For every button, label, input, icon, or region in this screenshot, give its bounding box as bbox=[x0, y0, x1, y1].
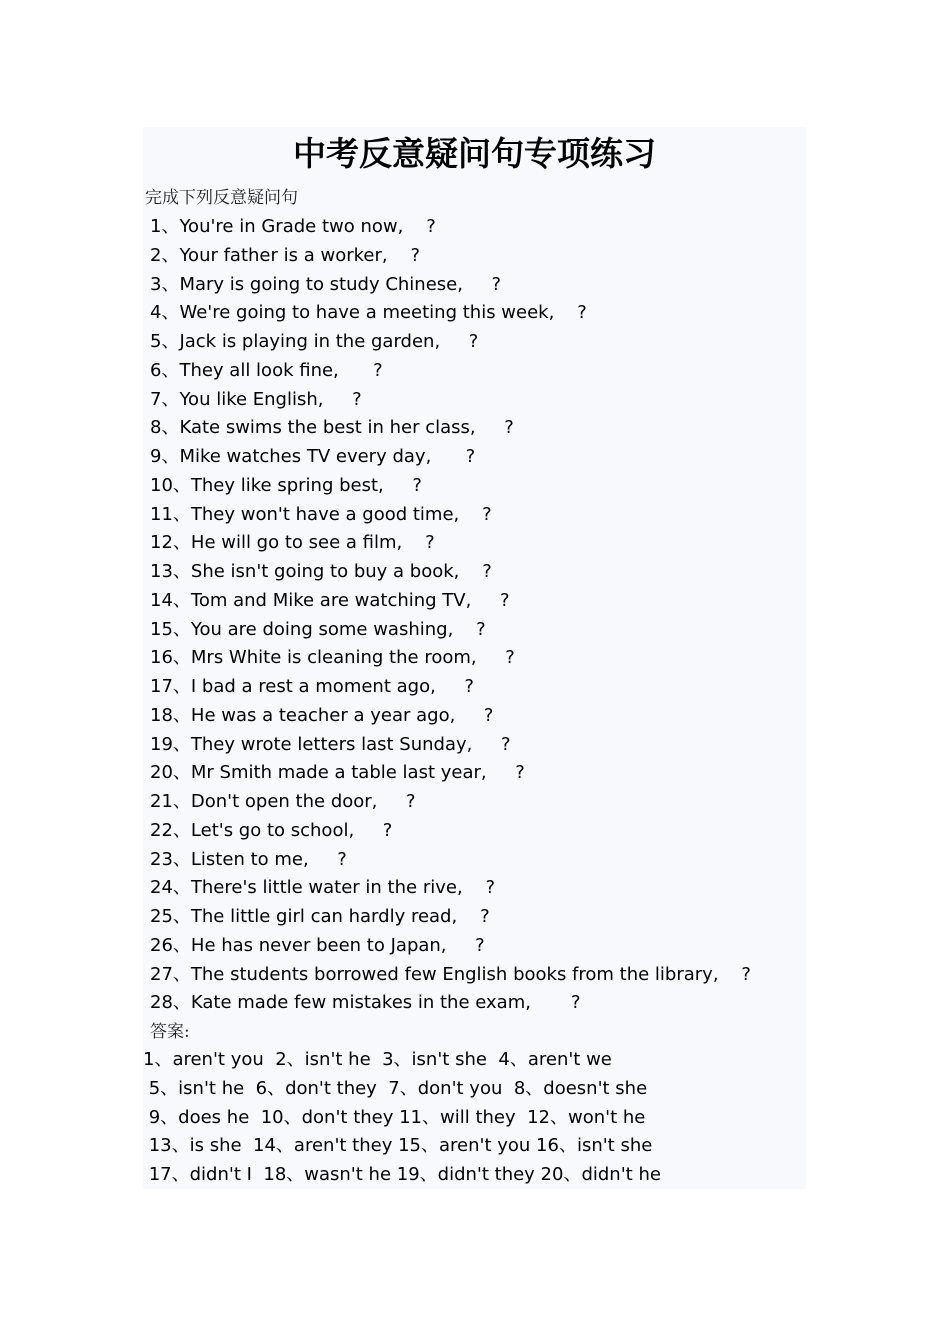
question-item: 4、We're going to have a meeting this week, ? bbox=[150, 302, 587, 324]
question-item: 11、They won't have a good time, ? bbox=[150, 503, 492, 525]
question-item: 15、You are doing some washing, ? bbox=[150, 618, 486, 640]
question-item: 2、Your father is a worker, ? bbox=[150, 244, 421, 266]
question-item: 19、They wrote letters last Sunday, ? bbox=[150, 733, 511, 755]
question-item: 17、I bad a rest a moment ago, ? bbox=[150, 676, 474, 697]
instruction-text: 完成下列反意疑问句 bbox=[145, 188, 298, 208]
question-item: 26、He has never been to Japan, ? bbox=[150, 934, 485, 956]
question-list bbox=[150, 213, 751, 1018]
question-item: 20、Mr Smith made a table last year, ? bbox=[150, 762, 525, 784]
answer-label: 答案: bbox=[150, 1022, 190, 1042]
answer-list bbox=[143, 1046, 661, 1190]
answer-line: 13、is she 14、aren't they 15、aren't you 16、isn't she bbox=[143, 1135, 653, 1157]
question-item: 22、Let's go to school, ? bbox=[150, 819, 393, 841]
question-item: 16、Mrs White is cleaning the room, ? bbox=[150, 647, 515, 669]
question-item: 23、Listen to me, ? bbox=[150, 848, 347, 870]
answer-line: 1、aren't you 2、isn't he 3、isn't she 4、aren't we bbox=[143, 1049, 612, 1070]
question-item: 18、He was a teacher a year ago, ? bbox=[150, 704, 494, 726]
question-item: 3、Mary is going to study Chinese, ? bbox=[150, 273, 502, 295]
question-item: 13、She isn't going to buy a book, ? bbox=[150, 561, 492, 582]
page-title: 中考反意疑问句专项练习 bbox=[293, 134, 656, 173]
question-item: 25、The little girl can hardly read, ? bbox=[150, 906, 490, 927]
question-item: 27、The students borrowed few English books from the library, ? bbox=[150, 963, 751, 985]
question-item: 12、He will go to see a film, ? bbox=[150, 532, 435, 554]
question-item: 21、Don't open the door, ? bbox=[150, 791, 416, 812]
answer-line: 17、didn't I 18、wasn't he 19、didn't they 20、didn't he bbox=[143, 1164, 661, 1185]
question-item: 1、You're in Grade two now, ? bbox=[150, 216, 436, 237]
question-item: 6、They all look fine, ? bbox=[150, 359, 383, 381]
question-item: 9、Mike watches TV every day, ? bbox=[150, 446, 476, 467]
question-item: 7、You like English, ? bbox=[150, 388, 362, 410]
answer-line: 9、does he 10、don't they 11、will they 12、won't he bbox=[143, 1106, 646, 1128]
question-item: 5、Jack is playing in the garden, ? bbox=[150, 331, 479, 352]
question-item: 8、Kate swims the best in her class, ? bbox=[150, 417, 514, 439]
question-item: 28、Kate made few mistakes in the exam, ? bbox=[150, 992, 581, 1014]
question-item: 10、They like spring best, ? bbox=[150, 474, 422, 496]
question-item: 24、There's little water in the rive, ? bbox=[150, 877, 496, 899]
question-item: 14、Tom and Mike are watching TV, ? bbox=[150, 589, 510, 611]
answer-line: 5、isn't he 6、don't they 7、don't you 8、doesn't she bbox=[143, 1077, 648, 1099]
